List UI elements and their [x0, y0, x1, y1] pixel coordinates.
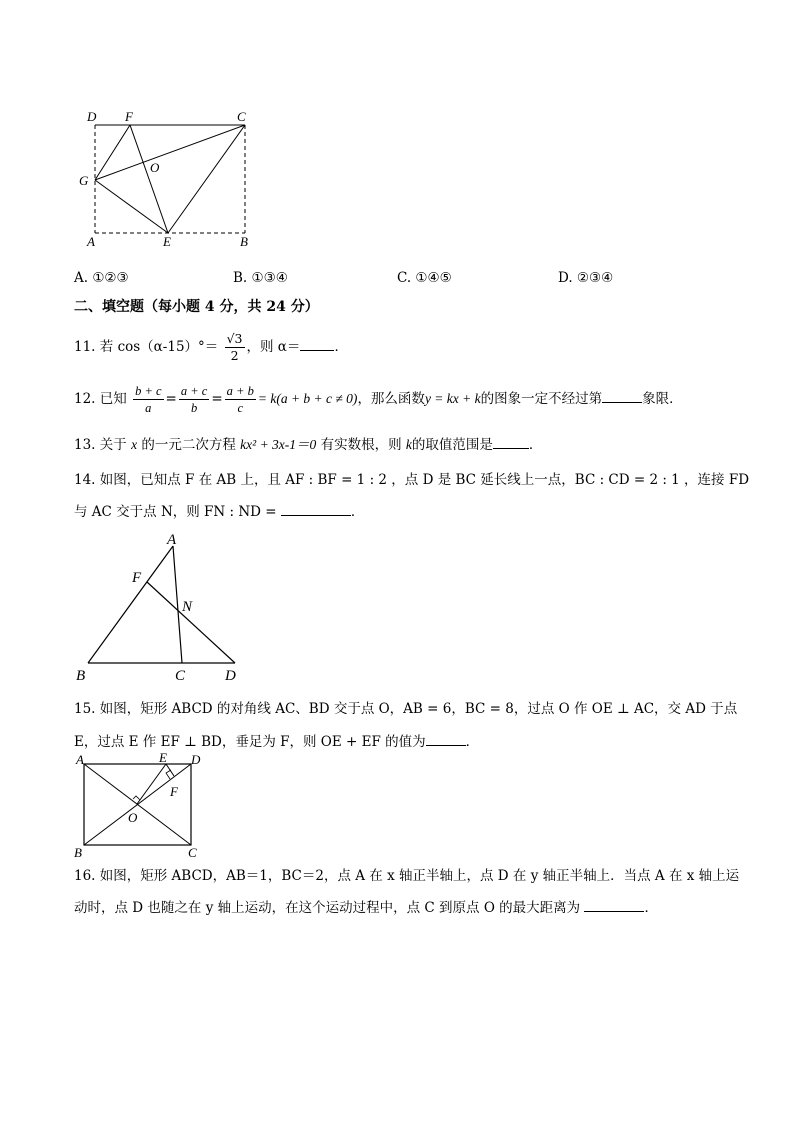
label-D: D	[225, 668, 236, 684]
label-D: D	[87, 109, 97, 124]
q12-num: 12. 已知	[74, 391, 127, 407]
q13-text-b: 的一元二次方程	[141, 437, 236, 453]
choice-c: C. ①④⑤	[397, 270, 452, 286]
q16-line-1: 16. 如图，矩形 ABCD，AB＝1，BC＝2，点 A 在 x 轴正半轴上，点 D 在 y 轴正半轴上．当点 A 在 x 轴上运	[74, 868, 740, 884]
q12-frac-2-num: a + c	[180, 384, 208, 398]
label-F: F	[170, 784, 178, 799]
label-D: D	[191, 752, 201, 767]
segment-GC	[95, 125, 245, 180]
q12-func: y = kx + k	[424, 391, 481, 406]
q12-frac-1-num: b + c	[135, 384, 162, 398]
label-O: O	[150, 160, 160, 175]
q13-equation: kx² + 3x-1＝0	[240, 437, 317, 452]
q12-frac-3-den: c	[237, 401, 244, 415]
q12-tail: 的图象一定不经过第	[480, 391, 603, 407]
q13-answer-blank[interactable]	[493, 434, 529, 449]
q13-k: k	[405, 437, 412, 452]
right-angle-F	[166, 770, 171, 779]
q13-text-d: 的取值范围是	[411, 437, 493, 453]
label-B: B	[74, 845, 82, 860]
segment-GE	[95, 180, 168, 233]
q13-end: ．	[528, 437, 543, 453]
q12-frac-2	[179, 383, 209, 416]
q11-cos: cos（α-15）°＝	[117, 339, 219, 355]
q11-end: ．	[334, 339, 348, 355]
segment-AC	[173, 546, 182, 663]
label-E: E	[159, 752, 167, 765]
q11-frac-den: 2	[230, 348, 239, 363]
right-angle-O	[133, 796, 140, 800]
q13-x: x	[131, 437, 138, 452]
question-13	[74, 434, 542, 455]
label-C: C	[237, 109, 246, 124]
q16-line-2-text: 动时，点 D 也随之在 y 轴上运动，在这个运动过程中，点 C 到原点 O 的最大距离为	[74, 900, 581, 916]
q14-line-2	[74, 501, 364, 522]
q15-end: ．	[465, 734, 480, 750]
figure-q14	[70, 528, 250, 686]
q14-answer-blank[interactable]	[281, 501, 351, 516]
label-A: A	[87, 234, 95, 249]
q15-line-2-text: E，过点 E 作 EF ⊥ BD，垂足为 F，则 OE + EF 的值为	[74, 734, 426, 750]
q12-answer-blank[interactable]	[602, 388, 642, 403]
label-B: B	[240, 234, 248, 249]
q14-line-2-text: 与 AC 交于点 N，则 FN : ND =	[74, 504, 277, 520]
label-A: A	[76, 752, 84, 767]
segment-FE	[130, 125, 168, 233]
q15-answer-blank[interactable]	[426, 731, 466, 746]
q12-frac-3-num: a + b	[226, 384, 254, 398]
label-A: A	[167, 532, 177, 548]
q13-text-c: 有实数根，则	[320, 437, 402, 453]
label-G: G	[79, 173, 89, 188]
label-C: C	[175, 668, 186, 684]
q16-line-2	[74, 897, 658, 918]
section-heading: 二、填空题（每小题 4 分，共 24 分）	[74, 299, 319, 315]
q11-fraction	[225, 331, 245, 364]
q11-num: 11. 若	[74, 339, 114, 355]
choice-b: B. ①③④	[233, 270, 288, 286]
q14-line-1: 14. 如图，已知点 F 在 AB 上，且 AF : BF = 1 : 2 ，点 D 是 BC 延长线上一点，BC : CD = 2 : 1 ，连接 FD	[74, 472, 750, 488]
segment-CE	[168, 125, 245, 233]
q14-end: ．	[350, 504, 365, 520]
segment-OE	[137, 764, 166, 804]
segment-BA	[88, 546, 173, 663]
segment-FD	[147, 582, 235, 663]
q11-frac-num: √3	[226, 331, 243, 346]
label-O: O	[128, 810, 138, 825]
label-C: C	[188, 845, 197, 860]
figure-top	[70, 105, 270, 255]
label-E: E	[163, 234, 171, 249]
q12-eq-1: =	[165, 391, 177, 407]
figure-q15	[70, 752, 220, 862]
q12-frac-1	[133, 383, 163, 416]
label-B: B	[76, 668, 86, 684]
q11-tail: ，则 α＝	[246, 339, 301, 355]
q16-answer-blank[interactable]	[584, 897, 644, 912]
q12-end: 象限．	[642, 391, 683, 407]
q13-text-a: 13. 关于	[74, 437, 127, 453]
choice-d: D. ②③④	[558, 270, 614, 286]
q12-mid: ，那么函数	[357, 391, 425, 407]
question-12	[74, 383, 683, 416]
q12-frac-2-den: b	[190, 401, 198, 415]
question-11	[74, 331, 348, 364]
q12-eq-2: =	[211, 391, 223, 407]
q12-frac-1-den: a	[145, 401, 152, 415]
segment-FG	[95, 125, 130, 180]
q11-answer-blank[interactable]	[300, 336, 334, 351]
q15-line-1: 15. 如图，矩形 ABCD 的对角线 AC、BD 交于点 O，AB = 6，BC = 8，过点 O 作 OE ⊥ AC，交 AD 于点	[74, 701, 738, 717]
q12-frac-3	[225, 383, 256, 416]
label-F: F	[125, 109, 133, 124]
q16-end: ．	[644, 900, 658, 916]
q15-line-2	[74, 731, 479, 752]
q12-k-expr: = k(a + b + c ≠ 0)	[257, 391, 358, 406]
label-N: N	[182, 599, 193, 615]
label-F: F	[132, 570, 142, 586]
choice-a: A. ①②③	[74, 270, 129, 286]
